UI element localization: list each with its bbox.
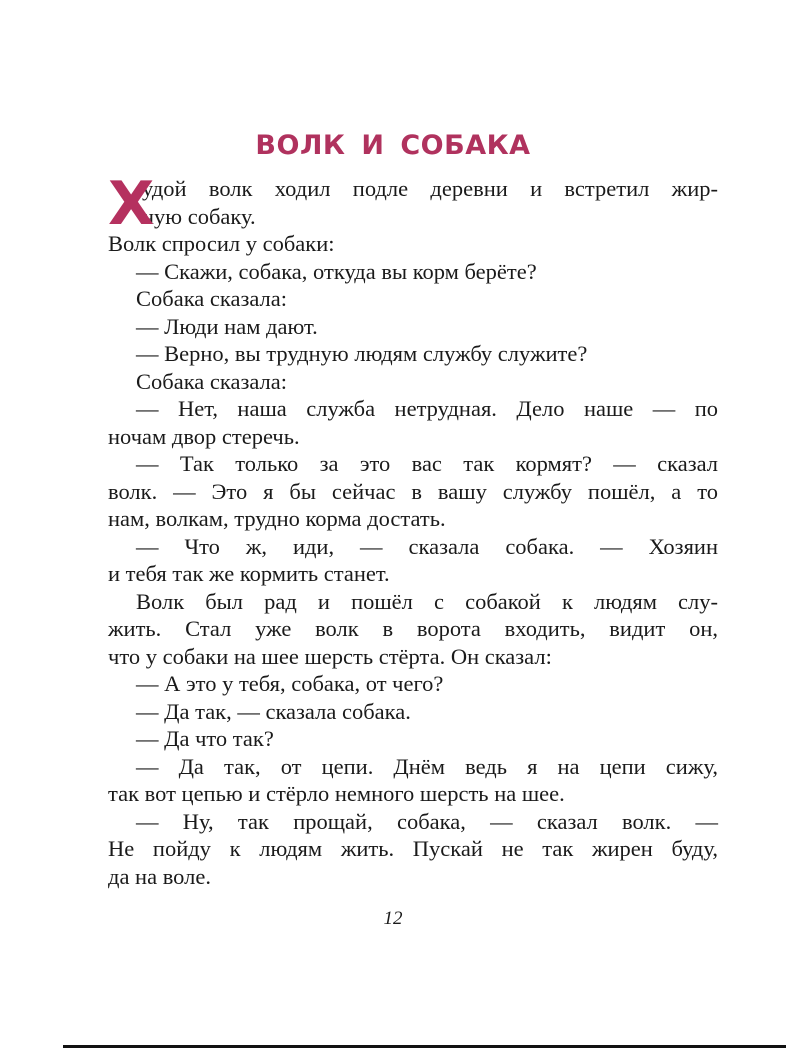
text-line: Не пойду к людям жить. Пускай не так жирен буду, [108, 836, 718, 861]
text-line: да на воле. [108, 863, 211, 889]
text-line: — Ну, так прощай, собака, — сказал волк. — [136, 808, 718, 834]
text-line: — Люди нам дают. [136, 313, 318, 339]
text-line: волк. — Это я бы сейчас в вашу службу пошёл, а то [108, 478, 718, 504]
text-line: — Да так, — сказала собака. [136, 698, 411, 724]
text-line: — А это у тебя, собака, от чего? [136, 671, 444, 696]
drop-cap-letter: Х [108, 169, 155, 239]
text-line: — Скажи, собака, откуда вы корм берёте? [136, 258, 537, 284]
text-line: Волк был рад и пошёл с собакой к людям слу- [136, 588, 718, 614]
text-line: — Так только за это вас так кормят? — сказал [136, 451, 718, 476]
text-line: Собака сказала: [136, 286, 287, 311]
text-line: ночам двор стеречь. [108, 423, 300, 449]
story-title: ВОЛК И СОБАКА [255, 130, 531, 162]
text-line: и тебя так же кормить станет. [108, 561, 390, 586]
text-line: — Что ж, иди, — сказала собака. — Хозяин [136, 533, 718, 559]
text-line: — Да что так? [136, 726, 274, 751]
text-line: Собака сказала: [136, 368, 287, 394]
text-line: — Да так, от цепи. Днём ведь я на цепи сижу, [136, 753, 718, 779]
text-line: — Верно, вы трудную людям службу служите? [136, 341, 588, 366]
text-line: так вот цепью и стёрло немного шерсть на шее. [108, 781, 565, 806]
text-line: ную собаку. [142, 203, 256, 229]
text-line: нам, волкам, трудно корма достать. [108, 506, 446, 531]
text-line: — Нет, наша служба нетрудная. Дело наше — по [136, 396, 718, 421]
story-lines [108, 169, 718, 890]
story-body [108, 169, 718, 890]
text-line: Волк спросил у собаки: [108, 231, 335, 256]
page-number: 12 [383, 908, 403, 929]
text-line: что у собаки на шее шерсть стёрта. Он сказал: [108, 643, 552, 669]
text-line: жить. Стал уже волк в ворота входить, видит он, [108, 616, 718, 641]
text-line: удой волк ходил подле деревни и встретил жир- [142, 176, 718, 201]
